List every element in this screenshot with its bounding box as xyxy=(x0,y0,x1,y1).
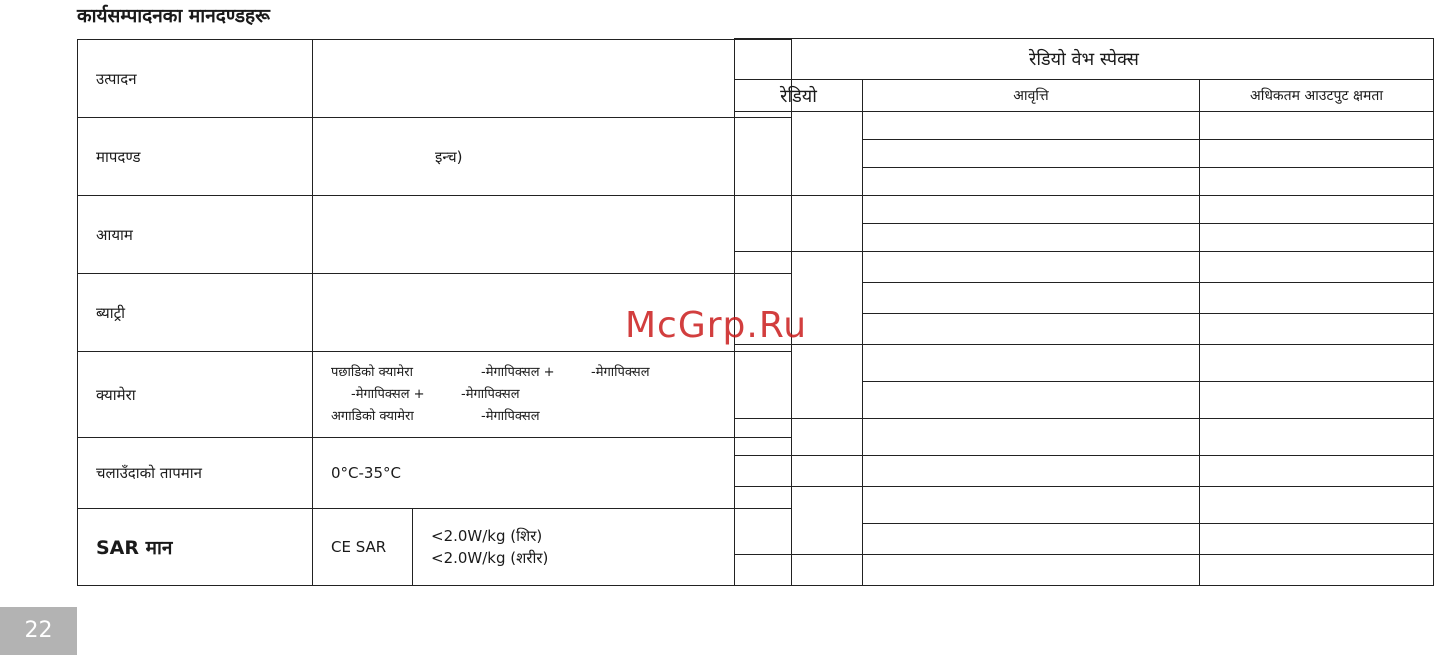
spec-value-dimension xyxy=(313,196,792,274)
page-number: 22 xyxy=(0,607,77,655)
rear-camera-mp-3: -मेगापिक्सल + xyxy=(351,386,425,402)
radio-cell xyxy=(735,112,863,196)
spec-row-camera xyxy=(78,352,792,438)
watermark: McGrp.Ru xyxy=(625,305,808,346)
frequency-cell xyxy=(863,283,1200,314)
table-row xyxy=(735,555,1434,586)
radio-cell xyxy=(735,419,863,456)
spec-row-product xyxy=(78,40,792,118)
output-cell xyxy=(1200,345,1434,382)
output-cell xyxy=(1200,419,1434,456)
rear-camera-label: पछाडिको क्यामेरा xyxy=(331,364,413,380)
frequency-cell xyxy=(863,382,1200,419)
table-row xyxy=(735,196,1434,224)
sar-head-value: <2.0W/kg (शिर) xyxy=(431,527,543,545)
spec-row-standard xyxy=(78,118,792,196)
frequency-cell xyxy=(863,555,1200,586)
output-cell xyxy=(1200,196,1434,224)
output-cell xyxy=(1200,456,1434,487)
spec-label-product: उत्पादन xyxy=(78,40,313,118)
output-cell xyxy=(1200,224,1434,252)
spec-row-temperature xyxy=(78,438,792,509)
table-row xyxy=(735,345,1434,382)
radio-table-title: रेडियो वेभ स्पेक्स xyxy=(735,39,1434,80)
radio-cell xyxy=(735,345,863,419)
spec-label-dimension: आयाम xyxy=(78,196,313,274)
table-row xyxy=(735,419,1434,456)
frequency-cell xyxy=(863,456,1200,487)
spec-label-sar: SAR मान xyxy=(78,509,313,586)
frequency-cell xyxy=(863,419,1200,456)
spec-value-camera xyxy=(313,352,792,438)
output-cell xyxy=(1200,555,1434,586)
frequency-cell xyxy=(863,314,1200,345)
frequency-col-header: आवृत्ति xyxy=(863,80,1200,112)
spec-row-battery xyxy=(78,274,792,352)
rear-camera-line xyxy=(331,362,791,384)
rear-camera-mp-4: -मेगापिक्सल xyxy=(461,386,520,402)
output-cell xyxy=(1200,487,1434,524)
spec-value-temperature: 0°C-35°C xyxy=(313,438,792,509)
spec-value-product xyxy=(313,40,792,118)
table-row xyxy=(735,252,1434,283)
frequency-cell xyxy=(863,252,1200,283)
frequency-cell xyxy=(863,345,1200,382)
radio-wave-spec-table xyxy=(734,38,1434,586)
frequency-cell xyxy=(863,168,1200,196)
output-cell xyxy=(1200,168,1434,196)
frequency-cell xyxy=(863,112,1200,140)
frequency-cell xyxy=(863,196,1200,224)
table-row xyxy=(735,456,1434,487)
spec-value-standard-text: इन्च) xyxy=(435,147,463,166)
spec-label-battery: ब्याट्री xyxy=(78,274,313,352)
front-camera-line xyxy=(331,406,791,428)
spec-label-temperature: चलाउँदाको तापमान xyxy=(78,438,313,509)
front-camera-mp: -मेगापिक्सल xyxy=(481,408,540,424)
output-cell xyxy=(1200,524,1434,555)
radio-cell xyxy=(735,196,863,252)
radio-cell xyxy=(735,252,863,345)
output-cell xyxy=(1200,112,1434,140)
radio-cell xyxy=(735,456,863,487)
spec-label-standard: मापदण्ड xyxy=(78,118,313,196)
radio-cell xyxy=(735,555,863,586)
rear-camera-mp-2: -मेगापिक्सल xyxy=(591,364,650,380)
spec-row-dimension xyxy=(78,196,792,274)
frequency-cell xyxy=(863,140,1200,168)
output-cell xyxy=(1200,382,1434,419)
output-cell xyxy=(1200,140,1434,168)
output-cell xyxy=(1200,283,1434,314)
rear-camera-mp-1: -मेगापिक्सल + xyxy=(481,364,555,380)
sar-body-value: <2.0W/kg (शरीर) xyxy=(431,549,549,567)
page-title: कार्यसम्पादनका मानदण्डहरू xyxy=(77,5,270,27)
spec-label-camera: क्यामेरा xyxy=(78,352,313,438)
radio-col-header: रेडियो xyxy=(735,80,863,112)
rear-camera-line-2 xyxy=(331,384,791,406)
output-cell xyxy=(1200,314,1434,345)
table-row xyxy=(735,487,1434,524)
spec-value-battery xyxy=(313,274,792,352)
frequency-cell xyxy=(863,524,1200,555)
output-cell xyxy=(1200,252,1434,283)
front-camera-label: अगाडिको क्यामेरा xyxy=(331,408,414,424)
radio-cell xyxy=(735,487,863,555)
table-row xyxy=(735,112,1434,140)
spec-value-standard xyxy=(313,118,792,196)
performance-spec-table xyxy=(77,39,792,586)
spec-row-sar xyxy=(78,509,792,586)
frequency-cell xyxy=(863,487,1200,524)
radio-table-header-row xyxy=(735,80,1434,112)
spec-label-ce-sar: CE SAR xyxy=(313,509,413,586)
frequency-cell xyxy=(863,224,1200,252)
max-output-col-header: अधिकतम आउटपुट क्षमता xyxy=(1200,80,1434,112)
